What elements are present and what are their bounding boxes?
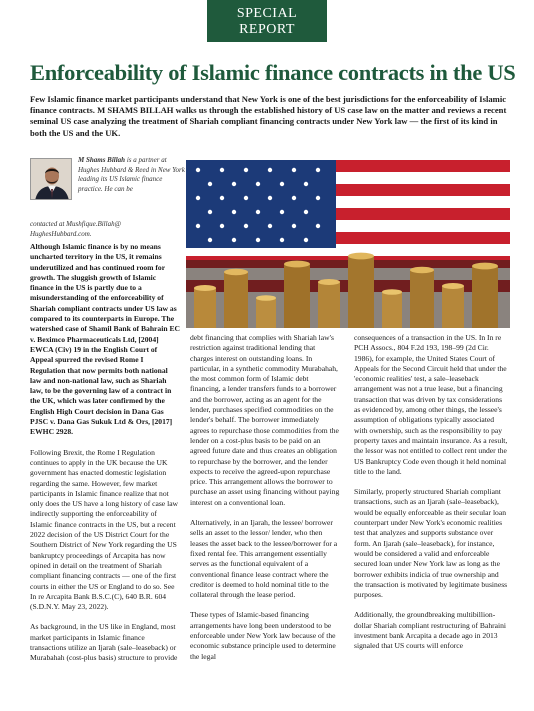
banner-line-1: SPECIAL (236, 6, 298, 21)
article-title: Enforceability of Islamic finance contracts in the US (30, 60, 516, 85)
lead-paragraph: Although Islamic finance is by no means uncharted territory in the US, it remains underutilized and has continued room for growth. The sluggish growth of Islamic finance in the US is partly due to a misunderstanding of the enforceability of Shariah compliant contracts under US law as compared to its counterparts in Europe. The watershed case of Shamil Bank of Bahrain EC v. Beximco Pharmaceuticals Ltd, [2004] EWCA (Civ) 19 in the English Court of Appeal spurred the revised Rome I Regulation that now permits both national law and non-national law, such as Shariah law, to be the governing law of a contract in the UK, which was later confirmed by the English High Court decision in Dana Gas PJSC v. Dana Gas Sukuk Ltd & Ors, [2017] EWHC 2928. (30, 242, 180, 437)
author-bio-text: is a partner at Hughes Hubbard & Reed in New York leading its US Islamic finance practice. He can be (78, 156, 185, 193)
column-middle (190, 333, 340, 672)
us-flag-coins-image (186, 160, 510, 328)
us-flag-illustration (186, 160, 510, 328)
paragraph: Additionally, the groundbreaking multibillion-dollar Shariah compliant restructuring of Bahraini investment bank Arcapita a decade ago in 2013 signaled that US courts will enforce (354, 610, 507, 651)
paragraph: As background, in the US like in England, most market participants in Islamic finance transactions utilize an Ijarah (sale–leaseback) or Murabahah (cost-plus basis) structure to provide (30, 622, 178, 663)
article-standfirst: Few Islamic finance market participants understand that New York is one of the best jurisdictions for the enforceability of Islamic finance contracts. M SHAMS BILLAH walks us through the established history of US case law on the matter and reviews a recent seminal US case analyzing the treatment of Shariah compliant financing contracts under New York law — the first of its kind in both the US and the UK. (30, 94, 507, 138)
author-name: M Shams Billah (78, 156, 126, 164)
author-photo (30, 158, 72, 200)
column-left (30, 242, 180, 674)
author-bio (78, 156, 188, 194)
paragraph: debt financing that complies with Shariah law's restriction against traditional lending that charges interest on outstanding loans. In particular, in a synthetic commodity Murabahah, the most common form of Islamic debt financing, a lender transfers funds to a borrower and the borrower, acting as an agent for the lender, purchases specified commodities on the lender's behalf. The borrower immediately agrees to repurchase those commodities from the lender on a cost-plus basis to be paid on an agreed future date and thus creates an obligation to repurchase by the borrower, and the lender expects to receive the agreed-upon repurchase price. This arrangement allows the borrower to purchase an asset using financing without paying interest on a conventional loan. (190, 333, 340, 507)
paragraph: consequences of a transaction in the US. In In re PCH Assocs., 804 F.2d 193, 198–99 (2d Cir. 1986), for example, the United States Court of Appeals for the Second Circuit held that under the 'economic realities' test, a sale–leaseback arrangement was not a true lease, but a financing transaction that was driven by tax considerations as evidenced by, among other things, the lessee's assumption of obligations typically associated with ownership, such as the responsibility to pay property taxes and maintain insurance. As a result, the lessor was not entitled to collect rent under the US Bankruptcy Code even though it held nominal title to the land. (354, 333, 508, 476)
banner-line-2: REPORT (239, 22, 295, 37)
paragraph: Alternatively, in an Ijarah, the lessee/ borrower sells an asset to the lessor/ lender, who then leases the asset back to the lessee/borrower for a fixed rental fee. This arrangement essentially serves as the functional equivalent of a conventional finance lease contract where the creditor is deemed to hold nominal title to the collateral through the lease period. (190, 518, 338, 600)
paragraph: These types of Islamic-based financing arrangements have long been understood to be enforceable under New York law because of the economic substance principle used to determine the legal (190, 610, 336, 661)
flag-canton (186, 160, 336, 248)
paragraph: Similarly, properly structured Shariah compliant transactions, such as an Ijarah (sale–leaseback), would be equally enforceable as their secular loan counterpart under New York's economic realities test that analyzes and supports substance over form. An Ijarah (sale–leaseback), for instance, would be considered a valid and enforceable secured loan under New York law as long as the borrower exhibits indicia of true ownership and the transaction is motivated by legitimate business purposes. (354, 487, 508, 600)
special-report-banner (207, 0, 327, 42)
paragraph: Following Brexit, the Rome I Regulation continues to apply in the UK because the UK government has enacted domestic legislation regarding the same. However, few market participants in Islamic finance realize that not only does the US have a long history of case law indirectly supporting the enforceability of Islamic finance contracts in the US, but a recent 2022 decision of the US District Court for the Southern District of New York regarding the US bankruptcy proceedings of Arcapita has now opined in detail on the treatment of Shariah compliant financing contracts — one of the first courts in either the US or England to do so. See In re Arcapita Bank B.S.C.(C), 640 B.R. 604 (S.D.N.Y. May 23, 2022). (30, 447, 179, 612)
author-contact: contacted at Mushfique.Billah@ HughesHubbard.com. (30, 220, 122, 238)
author-box (30, 156, 185, 238)
author-portrait-icon (31, 159, 72, 200)
column-right (354, 333, 509, 662)
